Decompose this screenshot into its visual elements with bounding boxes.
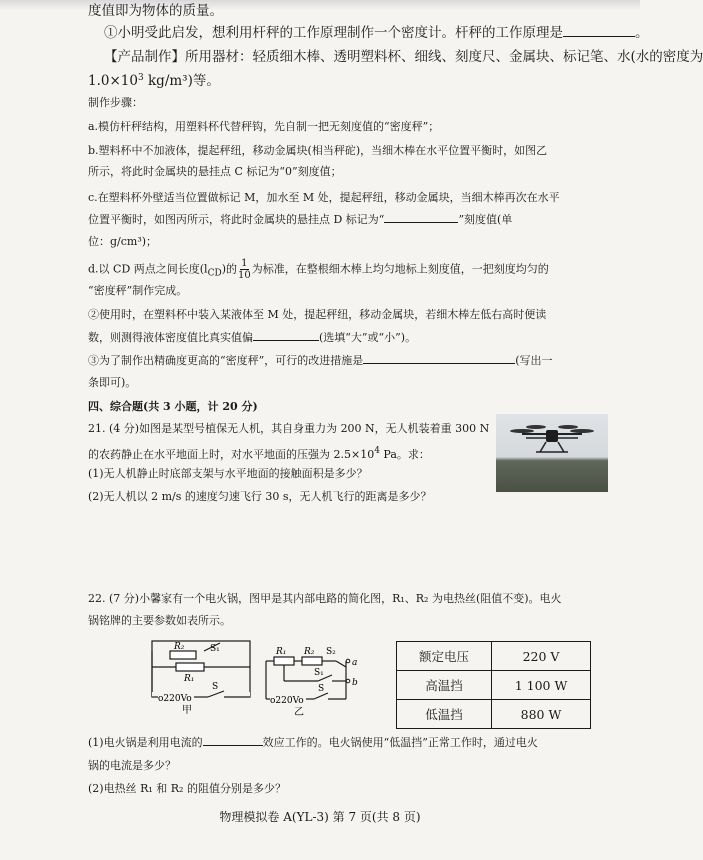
- question-line: ①小明受此启发，想利用杆秤的工作原理制作一个密度计。杆秤的工作原理是 。: [104, 25, 649, 41]
- question-line: 数，则测得液体密度值比真实值偏 (选填“大”或“小”)。: [88, 331, 417, 344]
- text-line: b.塑料杯中不加液体，提起秤纽，移动金属块(相当秤砣)，当细木棒在水平位置平衡时，如图乙: [88, 144, 548, 157]
- spec-label: 低温挡: [397, 700, 492, 729]
- text-line: d.以 CD 两点之间长度$(l_{CD})$的 $\frac{1}{10}$ 为标准，在整根细木棒上均匀地标上刻度值，一把刻度均匀的: [88, 258, 549, 281]
- text-line: a.模仿杆秤结构，用塑料杯代替秤钩，先自制一把无刻度值的“密度秤”；: [88, 120, 440, 133]
- answer-blank: [203, 745, 263, 746]
- text-line: ②使用时，在塑料杯中装入某液体至 M 处，提起秤纽，移动金属块，若细木棒左低右高时便读: [88, 308, 547, 321]
- label-r2: R₂: [174, 642, 185, 652]
- spec-value: 1 100 W: [492, 671, 591, 700]
- label-s1: S₁: [210, 644, 220, 654]
- text-line: c.在塑料杯外壁适当位置做标记 M，加水至 M 处，提起秤纽，移动金属块，当细木棒再次在水平: [88, 191, 560, 204]
- text-line: “密度秤”制作完成。: [88, 284, 188, 297]
- label-r1: R₁: [184, 674, 195, 684]
- label-source: o220Vo: [158, 694, 192, 704]
- question-text: (2)无人机以 2 m/s 的速度匀速飞行 30 s，无人机飞行的距离是多少？: [88, 490, 432, 503]
- label-source: o220Vo: [270, 696, 304, 706]
- label-s: S: [212, 682, 219, 692]
- section-heading: 四、综合题(共 3 小题，计 20 分): [88, 400, 258, 413]
- drone-photo: [496, 414, 608, 492]
- question-text: 的农药静止在水平地面上时，对水平地面的压强为 $2.5\times 10^4$ Pa。求：: [88, 446, 430, 461]
- question-line: ③为了制作出精确度更高的“密度秤”，可行的改进措施是 (写出一: [88, 354, 553, 367]
- label-r1: R₁: [276, 647, 287, 657]
- label-s1: S₁: [314, 668, 324, 678]
- circuit-diagram-yi: [262, 637, 372, 717]
- fraction: $\frac{1}{10}$: [237, 258, 251, 281]
- circuit-diagram-jia: [148, 637, 260, 715]
- spec-value: 880 W: [492, 700, 591, 729]
- caption-jia: 甲: [182, 705, 192, 716]
- text-line: 制作步骤：: [88, 96, 143, 109]
- spec-label: 高温挡: [397, 671, 492, 700]
- text-line: 条即可)。: [88, 376, 137, 389]
- table-row: [397, 671, 591, 700]
- label-s2: S₂: [326, 647, 336, 657]
- question-text: 22. (7 分)小馨家有一个电火锅，图甲是其内部电路的简化图，R₁、R₂ 为电热丝(阻值不变)。电火: [88, 592, 562, 605]
- text-line: 所示，将此时金属块的悬挂点 C 标记为“0”刻度值；: [88, 165, 342, 178]
- label-r2: R₂: [304, 647, 315, 657]
- label-b: b: [352, 678, 358, 688]
- answer-blank: [563, 36, 635, 37]
- question-line: 位置平衡时，如图丙所示，将此时金属块的悬挂点 D 标记为“ ”刻度值(单: [88, 213, 513, 226]
- answer-blank: [384, 222, 458, 223]
- question-text: 21. (4 分)如图是某型号植保无人机，其自身重力为 200 N，无人机装着重 300 N: [88, 422, 490, 435]
- text-line: $1.0\times 10^3$ kg/m³)等。: [88, 73, 220, 89]
- caption-yi: 乙: [294, 707, 304, 718]
- page-footer: 物理模拟卷 A(YL-3) 第 7 页(共 8 页): [219, 810, 421, 824]
- answer-blank: [363, 363, 515, 364]
- question-line: (1)电火锅是利用电流的 效应工作的。电火锅使用“低温挡”正常工作时，通过电火: [88, 736, 538, 749]
- text-line: 【产品制作】所用器材：轻质细木棒、透明塑料杯、细线、刻度尺、金属块、标记笔、水(水的密度为: [104, 49, 703, 65]
- table-row: [397, 642, 591, 671]
- label-a: a: [352, 658, 358, 668]
- question-text: 锅铭牌的主要参数如表所示。: [88, 614, 231, 627]
- text-line: 位：g/cm³)；: [88, 235, 158, 248]
- question-text: (1)无人机静止时底部支架与水平地面的接触面积是多少？: [88, 467, 368, 480]
- nameplate-table: [396, 641, 591, 729]
- question-text: (2)电热丝 R₁ 和 R₂ 的阻值分别是多少？: [88, 782, 286, 795]
- answer-blank: [253, 340, 319, 341]
- text-line: 度值即为物体的质量。: [88, 3, 223, 19]
- label-s: S: [318, 684, 325, 694]
- spec-value: 220 V: [492, 642, 591, 671]
- question-text: 锅的电流是多少？: [88, 759, 176, 772]
- table-row: [397, 700, 591, 729]
- spec-label: 额定电压: [397, 642, 492, 671]
